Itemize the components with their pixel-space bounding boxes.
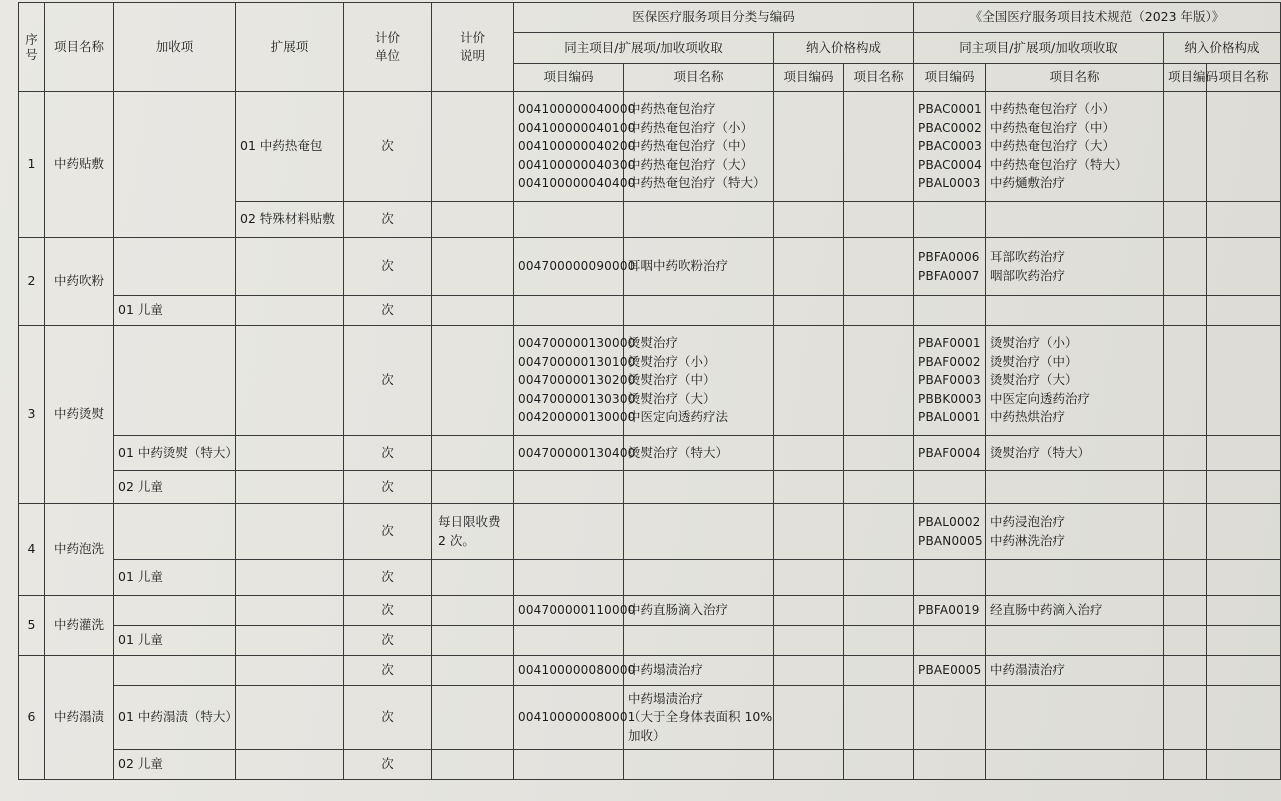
empty-cell — [1207, 296, 1281, 326]
header-note: 计价说明 — [432, 3, 514, 92]
empty-cell — [774, 326, 844, 436]
empty-cell — [986, 296, 1164, 326]
header-ins-same-main: 同主项目/扩展项/加收项收取 — [514, 33, 774, 64]
ins-name-list: 中药热奄包治疗 中药热奄包治疗（小） 中药热奄包治疗（中） 中药热奄包治疗（大） 中药热奄包治疗（特大） — [624, 92, 774, 202]
row-unit: 次 — [344, 626, 432, 656]
empty-cell — [844, 326, 914, 436]
row-add-item: 01 儿童 — [114, 626, 236, 656]
header-ext-item: 扩展项 — [236, 3, 344, 92]
empty-cell — [432, 238, 514, 296]
empty-cell — [624, 296, 774, 326]
empty-cell — [844, 656, 914, 686]
nat-name-list: 烫熨治疗（小） 烫熨治疗（中） 烫熨治疗（大） 中医定向透药治疗 中药热烘治疗 — [986, 326, 1164, 436]
row-unit: 次 — [344, 436, 432, 471]
empty-cell — [914, 686, 986, 750]
empty-cell — [624, 626, 774, 656]
empty-cell — [844, 686, 914, 750]
row-item-name: 中药吹粉 — [45, 238, 114, 326]
empty-cell — [624, 504, 774, 560]
empty-cell — [236, 626, 344, 656]
empty-cell — [986, 560, 1164, 596]
ins-code: 004700000110000 — [514, 596, 624, 626]
empty-cell — [236, 686, 344, 750]
empty-cell — [432, 656, 514, 686]
row-unit: 次 — [344, 92, 432, 202]
ins-code: 004700000130400 — [514, 436, 624, 471]
empty-cell — [1207, 560, 1281, 596]
empty-cell — [1164, 436, 1207, 471]
row-seq: 6 — [19, 656, 45, 780]
pricing-table — [18, 2, 1281, 780]
empty-cell — [432, 560, 514, 596]
empty-cell — [432, 626, 514, 656]
empty-cell — [844, 296, 914, 326]
table-row — [19, 560, 1281, 596]
table-row — [19, 92, 1281, 202]
ins-code: 004700000090000 — [514, 238, 624, 296]
header-nat-pc-name: 项目名称 — [1207, 64, 1281, 92]
nat-code-list: PBAF0001 PBAF0002 PBAF0003 PBBK0003 PBAL0001 — [914, 326, 986, 436]
row-unit: 次 — [344, 202, 432, 238]
header-insurance-group: 医保医疗服务项目分类与编码 — [514, 3, 914, 33]
empty-cell — [114, 656, 236, 686]
empty-cell — [914, 626, 986, 656]
row-add-item: 01 中药溻渍（特大） — [114, 686, 236, 750]
ins-code: 004100000080000 — [514, 656, 624, 686]
row-unit: 次 — [344, 596, 432, 626]
row-add-item — [114, 92, 236, 238]
nat-name: 烫熨治疗（特大） — [986, 436, 1164, 471]
empty-cell — [986, 750, 1164, 780]
nat-name-list: 中药浸泡治疗 中药淋洗治疗 — [986, 504, 1164, 560]
empty-cell — [1164, 656, 1207, 686]
empty-cell — [774, 296, 844, 326]
row-unit: 次 — [344, 504, 432, 560]
empty-cell — [1164, 504, 1207, 560]
row-unit: 次 — [344, 326, 432, 436]
empty-cell — [844, 596, 914, 626]
table-row — [19, 504, 1281, 560]
ins-name: 中药塌渍治疗 （大于全身体表面积 10% 加收） — [624, 686, 774, 750]
empty-cell — [1164, 626, 1207, 656]
row-seq: 2 — [19, 238, 45, 326]
empty-cell — [1207, 238, 1281, 296]
empty-cell — [432, 436, 514, 471]
header-unit: 计价单位 — [344, 3, 432, 92]
empty-cell — [1207, 626, 1281, 656]
empty-cell — [844, 504, 914, 560]
header-ins-price-comp: 纳入价格构成 — [774, 33, 914, 64]
header-nat-same-main: 同主项目/扩展项/加收项收取 — [914, 33, 1164, 64]
nat-code: PBAF0004 — [914, 436, 986, 471]
empty-cell — [774, 560, 844, 596]
header-ins-name: 项目名称 — [624, 64, 774, 92]
ins-name: 中药直肠滴入治疗 — [624, 596, 774, 626]
empty-cell — [236, 296, 344, 326]
nat-code-list: PBAC0001 PBAC0002 PBAC0003 PBAC0004 PBAL0003 — [914, 92, 986, 202]
ins-name: 耳咽中药吹粉治疗 — [624, 238, 774, 296]
empty-cell — [774, 471, 844, 504]
row-unit: 次 — [344, 238, 432, 296]
empty-cell — [432, 296, 514, 326]
empty-cell — [1207, 202, 1281, 238]
empty-cell — [236, 326, 344, 436]
empty-cell — [114, 238, 236, 296]
ins-name: 中药塌渍治疗 — [624, 656, 774, 686]
header-item-name: 项目名称 — [45, 3, 114, 92]
empty-cell — [236, 504, 344, 560]
row-unit: 次 — [344, 471, 432, 504]
empty-cell — [774, 626, 844, 656]
header-nat-pc-code: 项目编码 — [1164, 64, 1207, 92]
empty-cell — [774, 656, 844, 686]
empty-cell — [844, 626, 914, 656]
ins-code: 004100000080001 — [514, 686, 624, 750]
row-seq: 1 — [19, 92, 45, 238]
empty-cell — [1164, 596, 1207, 626]
empty-cell — [1164, 238, 1207, 296]
empty-cell — [986, 686, 1164, 750]
row-add-item: 01 儿童 — [114, 560, 236, 596]
empty-cell — [774, 596, 844, 626]
nat-name: 经直肠中药滴入治疗 — [986, 596, 1164, 626]
empty-cell — [624, 750, 774, 780]
empty-cell — [624, 560, 774, 596]
empty-cell — [514, 296, 624, 326]
empty-cell — [844, 238, 914, 296]
empty-cell — [1164, 326, 1207, 436]
empty-cell — [432, 471, 514, 504]
header-nat-price-comp: 纳入价格构成 — [1164, 33, 1281, 64]
empty-cell — [844, 202, 914, 238]
empty-cell — [1164, 750, 1207, 780]
row-unit: 次 — [344, 560, 432, 596]
empty-cell — [1207, 596, 1281, 626]
empty-cell — [774, 436, 844, 471]
empty-cell — [774, 92, 844, 202]
row-add-item: 02 儿童 — [114, 750, 236, 780]
empty-cell — [986, 202, 1164, 238]
empty-cell — [236, 238, 344, 296]
empty-cell — [432, 596, 514, 626]
header-add-item: 加收项 — [114, 3, 236, 92]
ins-name-list: 烫熨治疗 烫熨治疗（小） 烫熨治疗（中） 烫熨治疗（大） 中医定向透药疗法 — [624, 326, 774, 436]
empty-cell — [514, 202, 624, 238]
empty-cell — [514, 626, 624, 656]
empty-cell — [1164, 471, 1207, 504]
table-row — [19, 471, 1281, 504]
row-unit: 次 — [344, 656, 432, 686]
empty-cell — [114, 504, 236, 560]
empty-cell — [1207, 92, 1281, 202]
nat-name-list: 耳部吹药治疗 咽部吹药治疗 — [986, 238, 1164, 296]
empty-cell — [844, 436, 914, 471]
row-item-name: 中药泡洗 — [45, 504, 114, 596]
row-item-name: 中药烫熨 — [45, 326, 114, 504]
empty-cell — [514, 504, 624, 560]
table-row — [19, 238, 1281, 296]
ins-name: 烫熨治疗（特大） — [624, 436, 774, 471]
header-nat-code: 项目编码 — [914, 64, 986, 92]
empty-cell — [114, 596, 236, 626]
empty-cell — [986, 471, 1164, 504]
empty-cell — [432, 686, 514, 750]
empty-cell — [844, 750, 914, 780]
empty-cell — [774, 238, 844, 296]
empty-cell — [774, 686, 844, 750]
empty-cell — [236, 471, 344, 504]
empty-cell — [774, 504, 844, 560]
empty-cell — [1164, 296, 1207, 326]
row-item-name: 中药溻渍 — [45, 656, 114, 780]
empty-cell — [1207, 436, 1281, 471]
empty-cell — [774, 202, 844, 238]
row-seq: 5 — [19, 596, 45, 656]
row-add-item: 01 儿童 — [114, 296, 236, 326]
empty-cell — [844, 471, 914, 504]
empty-cell — [514, 750, 624, 780]
header-seq: 序号 — [19, 3, 45, 92]
table-row — [19, 656, 1281, 686]
ins-code-list: 004700000130000 004700000130100 004700000130200 004700000130300 004200000130000 — [514, 326, 624, 436]
empty-cell — [114, 326, 236, 436]
empty-cell — [844, 92, 914, 202]
empty-cell — [774, 750, 844, 780]
empty-cell — [914, 202, 986, 238]
header-nat-name: 项目名称 — [986, 64, 1164, 92]
empty-cell — [624, 202, 774, 238]
header-national-group: 《全国医疗服务项目技术规范（2023 年版）》 — [914, 3, 1281, 33]
header-row — [19, 3, 1281, 33]
table-row — [19, 326, 1281, 436]
row-note: 每日限收费2 次。 — [432, 504, 514, 560]
table-row — [19, 626, 1281, 656]
nat-code-list: PBAL0002 PBAN0005 — [914, 504, 986, 560]
row-note — [432, 92, 514, 202]
nat-code: PBFA0019 — [914, 596, 986, 626]
table-row — [19, 436, 1281, 471]
row-ext-item: 01 中药热奄包 — [236, 92, 344, 202]
empty-cell — [432, 326, 514, 436]
row-ext-item: 02 特殊材料贴敷 — [236, 202, 344, 238]
row-unit: 次 — [344, 750, 432, 780]
table-row — [19, 596, 1281, 626]
empty-cell — [236, 656, 344, 686]
empty-cell — [914, 750, 986, 780]
empty-cell — [236, 750, 344, 780]
empty-cell — [1164, 92, 1207, 202]
empty-cell — [1207, 656, 1281, 686]
empty-cell — [914, 471, 986, 504]
empty-cell — [432, 750, 514, 780]
row-item-name: 中药贴敷 — [45, 92, 114, 238]
empty-cell — [1164, 202, 1207, 238]
empty-cell — [1164, 560, 1207, 596]
empty-cell — [1207, 686, 1281, 750]
empty-cell — [986, 626, 1164, 656]
row-add-item: 02 儿童 — [114, 471, 236, 504]
empty-cell — [1164, 686, 1207, 750]
header-ins-pc-code: 项目编码 — [774, 64, 844, 92]
empty-cell — [914, 560, 986, 596]
empty-cell — [1207, 750, 1281, 780]
ins-code-list: 004100000040000 004100000040100 004100000040200 004100000040300 004100000040400 — [514, 92, 624, 202]
row-item-name: 中药灌洗 — [45, 596, 114, 656]
nat-name: 中药溻渍治疗 — [986, 656, 1164, 686]
empty-cell — [1207, 504, 1281, 560]
empty-cell — [1207, 326, 1281, 436]
empty-cell — [236, 436, 344, 471]
table-row — [19, 750, 1281, 780]
row-add-item: 01 中药烫熨（特大） — [114, 436, 236, 471]
nat-name-list: 中药热奄包治疗（小） 中药热奄包治疗（中） 中药热奄包治疗（大） 中药热奄包治疗（特大） 中药熥敷治疗 — [986, 92, 1164, 202]
empty-cell — [514, 560, 624, 596]
row-seq: 3 — [19, 326, 45, 504]
row-seq: 4 — [19, 504, 45, 596]
row-unit: 次 — [344, 686, 432, 750]
empty-cell — [844, 560, 914, 596]
empty-cell — [514, 471, 624, 504]
empty-cell — [914, 296, 986, 326]
empty-cell — [1207, 471, 1281, 504]
table-row — [19, 686, 1281, 750]
header-ins-code: 项目编码 — [514, 64, 624, 92]
nat-code: PBAE0005 — [914, 656, 986, 686]
table-row — [19, 296, 1281, 326]
empty-cell — [624, 471, 774, 504]
row-unit: 次 — [344, 296, 432, 326]
empty-cell — [236, 596, 344, 626]
nat-code-list: PBFA0006 PBFA0007 — [914, 238, 986, 296]
header-ins-pc-name: 项目名称 — [844, 64, 914, 92]
empty-cell — [236, 560, 344, 596]
empty-cell — [432, 202, 514, 238]
